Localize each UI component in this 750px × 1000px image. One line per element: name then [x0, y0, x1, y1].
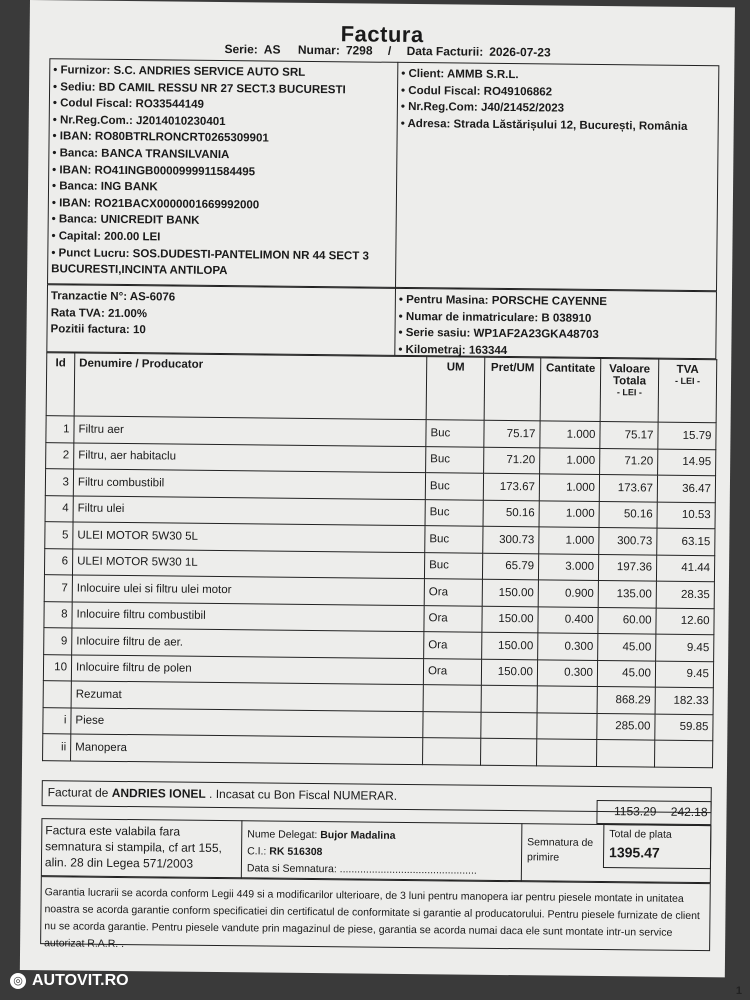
client-line: • Client: AMMB S.R.L. [401, 66, 688, 86]
row-total: 75.17 [600, 421, 658, 448]
row-price: 50.16 [483, 500, 539, 527]
ci-label: C.I.: [247, 845, 267, 858]
row-um: Ora [423, 658, 481, 685]
summary-blank [423, 685, 481, 712]
row-vat: 14.95 [658, 449, 716, 476]
validity-note: Factura este valabila fara semnatura si stampila, cf art 155, alin. 28 din Legea 571/2003 [44, 823, 222, 871]
summary-vat [655, 740, 713, 767]
row-um: Buc [424, 552, 482, 579]
summary-name: Manopera [71, 734, 423, 764]
summary-name: Rezumat [71, 681, 423, 711]
row-um: Buc [425, 526, 483, 553]
row-id: 4 [45, 495, 73, 522]
row-qty: 1.000 [540, 421, 600, 448]
supplier-line: • IBAN: RO21BACX0000001669992000 [52, 195, 370, 215]
delegat-name: Bujor Madalina [320, 829, 396, 842]
row-name: Inlocuire filtru de polen [71, 654, 423, 684]
vehicle-line: • Pentru Masina: PORSCHE CAYENNE [399, 292, 607, 311]
col-header-vat-unit: - LEI - [674, 375, 701, 387]
supplier-line: • Furnizor: S.C. ANDRIES SERVICE AUTO SRL [53, 62, 371, 82]
supplier-line: • IBAN: RO41INGB0000999911584495 [52, 162, 370, 182]
col-header-vat [658, 359, 717, 423]
facturat-suffix: . Incasat cu Bon Fiscal NUMERAR. [209, 786, 398, 803]
summary-total: 868.29 [597, 686, 655, 713]
invoice-sheet [20, 0, 735, 977]
col-header-name: Denumire / Producator [74, 353, 427, 420]
summary-name: Piese [71, 707, 423, 737]
row-qty: 0.400 [538, 606, 598, 633]
summary-blank [537, 739, 597, 766]
row-vat: 36.47 [657, 475, 715, 502]
row-qty: 0.300 [537, 659, 597, 686]
summary-blank [481, 738, 537, 765]
summary-row [43, 734, 713, 768]
row-qty: 1.000 [539, 474, 599, 501]
supplier-line: BUCURESTI,INCINTA ANTILOPA [51, 263, 228, 278]
row-vat: 12.60 [656, 608, 714, 635]
warranty-text: Garantia lucrarii se acorda conform Legii 449 si a modificarilor ulterioare, de 3 luni pentru manopera iar pentru piesele montate in unitatea noastra se acorda garantie conform specificatiei din certificatul de conformitate si garantie al producatorului. Pentru piesele furnizate de client nu se acorda garantie. Pentru piesele vandute prin magazinul de piese, garantia se acorda numai daca ele sunt montate intr-un service autorizat R.A.R. . [44, 886, 700, 951]
client-line: • Codul Fiscal: RO49106862 [401, 82, 688, 102]
row-id: 8 [44, 601, 72, 628]
summary-blank [481, 685, 537, 712]
vehicle-block [398, 292, 607, 361]
row-um: Ora [424, 579, 482, 606]
col-header-total-unit: - LEI - [616, 387, 642, 398]
transaction-block [50, 288, 175, 339]
row-id: 6 [44, 548, 72, 575]
data-value: 2026-07-23 [489, 44, 551, 60]
row-vat: 41.44 [656, 555, 714, 582]
serie-value: AS [263, 42, 281, 57]
summary-id: i [43, 707, 71, 734]
col-header-total-label: Valoare Totala [609, 363, 651, 388]
transaction-line: Pozitii factura: 10 [50, 323, 146, 337]
vehicle-line: • Numar de inmatriculare: B 038910 [399, 308, 607, 327]
total-value: 1395.47 [609, 844, 660, 861]
row-total: 300.73 [599, 527, 657, 554]
row-id: 2 [46, 442, 74, 469]
row-name: Inlocuire filtru combustibil [72, 601, 424, 631]
autovit-watermark [10, 972, 129, 990]
row-price: 150.00 [481, 659, 537, 686]
vehicle-line: • Serie sasiu: WP1AF2A23GKA48703 [398, 325, 606, 344]
row-name: Filtru combustibil [73, 469, 425, 499]
row-qty: 0.900 [538, 580, 598, 607]
row-name: ULEI MOTOR 5W30 5L [73, 522, 425, 552]
ci-value: RK 516308 [269, 845, 323, 859]
row-name: Filtru aer [74, 416, 426, 446]
row-name: Filtru, aer habitaclu [74, 442, 426, 472]
row-qty: 1.000 [540, 447, 600, 474]
row-total: 173.67 [599, 474, 657, 501]
transaction-line: Tranzactie N°: AS-6076 [50, 290, 176, 304]
row-um: Buc [425, 499, 483, 526]
invoice-title: Factura [340, 21, 424, 48]
row-id: 1 [46, 416, 74, 443]
row-total: 45.00 [598, 633, 656, 660]
invoice-series-line [224, 42, 556, 59]
row-id: 3 [45, 469, 73, 496]
table-header-row [46, 353, 717, 423]
row-qty: 0.300 [538, 633, 598, 660]
supplier-line: • Punct Lucru: SOS.DUDESTI-PANTELIMON NR 44 SECT 3 [51, 245, 369, 265]
row-qty: 1.000 [539, 500, 599, 527]
row-um: Buc [426, 420, 484, 447]
client-line: • Nr.Reg.Com: J40/21452/2023 [401, 99, 688, 119]
col-header-total [600, 358, 659, 422]
numar-value: 7298 [345, 43, 373, 58]
supplier-line: • Banca: ING BANK [52, 178, 370, 198]
row-name: ULEI MOTOR 5W30 1L [72, 548, 424, 578]
row-price: 150.00 [482, 606, 538, 633]
page-number: 1 [735, 985, 742, 997]
summary-blank [423, 711, 481, 738]
summary-blank [537, 686, 597, 713]
data-label: Data Facturii: [406, 43, 484, 59]
grand-total: 1153.29 [613, 804, 657, 819]
summary-total [597, 739, 655, 766]
facturat-prefix: Facturat de [47, 785, 109, 800]
col-header-qty: Cantitate [540, 358, 601, 422]
row-price: 300.73 [483, 526, 539, 553]
separator: / [387, 43, 392, 58]
items-table [42, 352, 717, 768]
date-sign-label: Data si Semnatura: ............................................... [246, 862, 477, 877]
summary-id: ii [43, 734, 71, 761]
delegat-block [247, 826, 477, 879]
col-header-price: Pret/UM [484, 357, 541, 421]
summary-blank [423, 738, 481, 765]
client-line: • Adresa: Strada Lăstărișului 12, București, România [401, 116, 688, 136]
supplier-block [51, 62, 371, 281]
row-total: 60.00 [598, 607, 656, 634]
client-block [401, 66, 688, 135]
row-name: Filtru ulei [73, 495, 425, 525]
summary-blank [537, 712, 597, 739]
row-vat: 10.53 [657, 502, 715, 529]
transaction-line: Rata TVA: 21.00% [50, 306, 148, 320]
supplier-line: • Capital: 200.00 LEI [51, 228, 369, 248]
grand-vat: 242.18 [670, 804, 708, 820]
row-id: 9 [44, 628, 72, 655]
row-price: 65.79 [482, 553, 538, 580]
row-id: 5 [45, 522, 73, 549]
autovit-logo-icon: ◎ [10, 973, 26, 989]
numar-label: Numar: [297, 42, 340, 58]
serie-label: Serie: [224, 42, 258, 57]
autovit-brand: AUTOVIT.RO [32, 972, 129, 989]
summary-body [43, 681, 714, 768]
row-price: 173.67 [483, 473, 539, 500]
row-id: 10 [43, 654, 71, 681]
summary-total: 285.00 [597, 713, 655, 740]
vehicle-line: • Kilometraj: 163344 [398, 342, 606, 361]
supplier-line: • Banca: BANCA TRANSILVANIA [52, 145, 370, 165]
row-total: 197.36 [598, 554, 656, 581]
row-um: Buc [426, 446, 484, 473]
col-header-id: Id [46, 353, 75, 416]
summary-vat: 182.33 [655, 687, 713, 714]
row-vat: 9.45 [656, 634, 714, 661]
delegat-label: Nume Delegat: [247, 828, 318, 842]
col-header-um: UM [426, 357, 485, 421]
supplier-line: • Nr.Reg.Com.: J2014010230401 [53, 112, 371, 132]
row-vat: 15.79 [658, 422, 716, 449]
row-vat: 28.35 [656, 581, 714, 608]
row-price: 150.00 [482, 579, 538, 606]
row-total: 71.20 [600, 448, 658, 475]
facturat-name: ANDRIES IONEL [111, 785, 206, 801]
summary-id [43, 681, 71, 708]
row-total: 45.00 [597, 660, 655, 687]
row-total: 135.00 [598, 580, 656, 607]
summary-vat: 59.85 [655, 714, 713, 741]
sign-label: Semnatura de primire [526, 836, 594, 864]
supplier-line: • IBAN: RO80BTRLRONCRT0265309901 [52, 129, 370, 149]
supplier-line: • Sediu: BD CAMIL RESSU NR 27 SECT.3 BUCURESTI [53, 79, 371, 99]
supplier-line: • Banca: UNICREDIT BANK [52, 212, 370, 232]
row-um: Ora [424, 605, 482, 632]
row-qty: 3.000 [538, 553, 598, 580]
summary-blank [481, 712, 537, 739]
row-total: 50.16 [599, 501, 657, 528]
row-um: Buc [425, 473, 483, 500]
row-price: 150.00 [482, 632, 538, 659]
row-price: 75.17 [484, 420, 540, 447]
items-body [43, 416, 716, 688]
row-name: Inlocuire ulei si filtru ulei motor [72, 575, 424, 605]
supplier-line: • Codul Fiscal: RO33544149 [53, 95, 371, 115]
total-label: Total de plata [609, 828, 672, 841]
col-header-vat-label: TVA [676, 363, 699, 377]
row-id: 7 [44, 575, 72, 602]
row-name: Inlocuire filtru de aer. [72, 628, 424, 658]
row-price: 71.20 [484, 447, 540, 474]
row-vat: 9.45 [655, 661, 713, 688]
row-um: Ora [424, 632, 482, 659]
row-qty: 1.000 [539, 527, 599, 554]
row-vat: 63.15 [657, 528, 715, 555]
